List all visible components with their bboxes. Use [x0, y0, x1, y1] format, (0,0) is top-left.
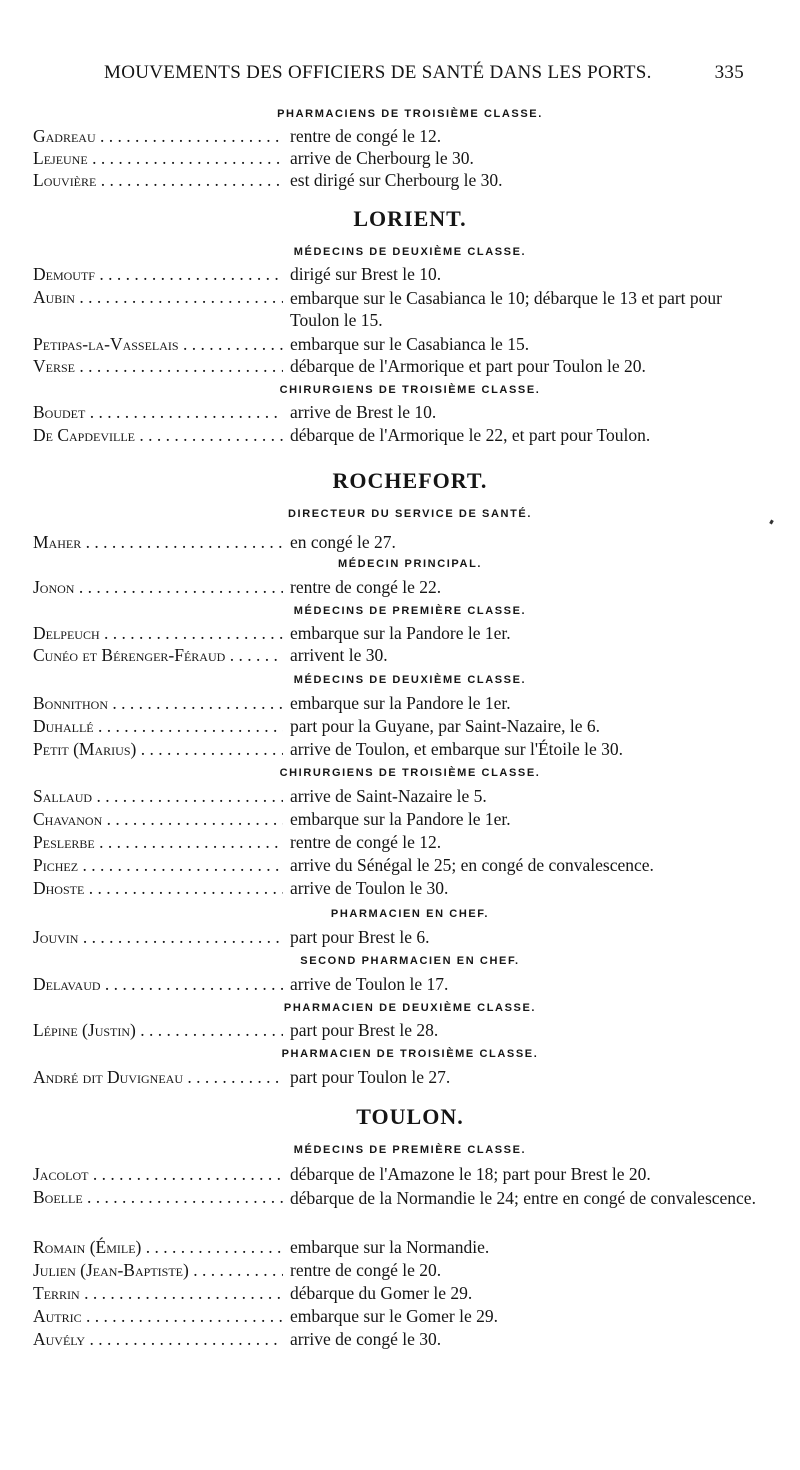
- entry-row: [0, 126, 800, 148]
- entry-row: [0, 148, 800, 170]
- entry-row: [0, 927, 800, 949]
- officer-name: Peslerbe . . .: [33, 832, 283, 853]
- movement-text: rentre de congé le 20.: [286, 1260, 770, 1281]
- movement-text: embarque sur la Pandore le 1er.: [286, 809, 770, 830]
- entry-row: [0, 402, 800, 424]
- entry-row: [0, 356, 800, 378]
- movement-text: débarque du Gomer le 29.: [286, 1283, 770, 1304]
- entry-row: [0, 425, 800, 447]
- officer-name: Lejeune . . .: [33, 148, 283, 169]
- rank-heading: SECOND PHARMACIEN EN CHEF.: [300, 955, 520, 967]
- officer-name: Duhallé . . .: [33, 716, 283, 737]
- officer-name: Lépine (Justin) . . .: [33, 1020, 283, 1041]
- movement-text: arrive de Toulon, et embarque sur l'Étoile le 30.: [286, 739, 770, 760]
- movement-text: part pour la Guyane, par Saint-Nazaire, le 6.: [286, 716, 770, 737]
- officer-name: Louvière . . .: [33, 170, 283, 191]
- officer-name: Jacolot . . .: [33, 1164, 283, 1185]
- officer-name: Aubin . . .: [33, 287, 283, 308]
- entry-row: [0, 287, 800, 331]
- entry-row: [0, 693, 800, 715]
- rank-heading: PHARMACIEN DE DEUXIÈME CLASSE.: [283, 1002, 537, 1014]
- rank-heading: MÉDECIN PRINCIPAL.: [337, 558, 483, 570]
- entry-row: [0, 855, 800, 877]
- officer-name: De Capdeville . . .: [33, 425, 283, 446]
- officer-name: Gadreau . . .: [33, 126, 283, 147]
- rank-heading: PHARMACIEN EN CHEF.: [330, 908, 490, 920]
- port-heading-toulon: TOULON.: [356, 1104, 464, 1129]
- rank-heading: MÉDECINS DE PREMIÈRE CLASSE.: [293, 605, 527, 617]
- movement-text: arrive de Toulon le 17.: [286, 974, 770, 995]
- port-heading-lorient: LORIENT.: [353, 206, 467, 231]
- officer-name: Pichez . . .: [33, 855, 283, 876]
- entry-row: [0, 1329, 800, 1351]
- movement-text: arrive de Toulon le 30.: [286, 878, 770, 899]
- movement-text: embarque sur le Gomer le 29.: [286, 1306, 770, 1327]
- officer-name: Autric . . .: [33, 1306, 283, 1327]
- officer-name: Verse . . .: [33, 356, 283, 377]
- movement-text: débarque de l'Armorique et part pour Toulon le 20.: [286, 356, 770, 377]
- entry-row: [0, 577, 800, 599]
- officer-name: Auvély . . .: [33, 1329, 283, 1350]
- officer-name: Boudet . . .: [33, 402, 283, 423]
- officer-name: Julien (Jean-Baptiste) . . .: [33, 1260, 283, 1281]
- entry-row: [0, 1306, 800, 1328]
- entry-row: [0, 264, 800, 286]
- entry-row: [0, 334, 800, 356]
- rank-heading: PHARMACIENS DE TROISIÈME CLASSE.: [277, 108, 543, 120]
- movement-text: débarque de l'Amazone le 18; part pour Brest le 20.: [286, 1164, 770, 1185]
- running-title: MOUVEMENTS DES OFFICIERS DE SANTÉ DANS LES PORTS.: [104, 62, 652, 83]
- movement-text: débarque de l'Armorique le 22, et part pour Toulon.: [286, 425, 770, 446]
- movement-text: arrivent le 30.: [286, 645, 770, 666]
- entry-row: [0, 786, 800, 808]
- officer-name: Bonnithon . . .: [33, 693, 283, 714]
- rank-heading: MÉDECINS DE DEUXIÈME CLASSE.: [293, 246, 527, 258]
- movement-text: arrive du Sénégal le 25; en congé de convalescence.: [286, 855, 770, 876]
- rank-heading: MÉDECINS DE DEUXIÈME CLASSE.: [293, 674, 527, 686]
- movement-text: dirigé sur Brest le 10.: [286, 264, 770, 285]
- movement-text: arrive de Saint-Nazaire le 5.: [286, 786, 770, 807]
- officer-name: Sallaud . . .: [33, 786, 283, 807]
- entry-row: [0, 1164, 800, 1186]
- movement-text: en congé le 27.: [286, 532, 770, 553]
- entry-row: [0, 1067, 800, 1089]
- officer-name: Delavaud . . .: [33, 974, 283, 995]
- entry-row: [0, 1260, 800, 1282]
- officer-name: Cunéo et Bérenger-Féraud . . .: [33, 645, 283, 666]
- movement-text: rentre de congé le 22.: [286, 577, 770, 598]
- officer-name: Petipas-la-Vasselais . . .: [33, 334, 283, 355]
- officer-name: Maher . . .: [33, 532, 283, 553]
- officer-name: Chavanon . . .: [33, 809, 283, 830]
- rank-heading: CHIRURGIENS DE TROISIÈME CLASSE.: [279, 384, 541, 396]
- entry-row: [0, 974, 800, 996]
- movement-text: part pour Toulon le 27.: [286, 1067, 770, 1088]
- movement-text: embarque sur la Pandore le 1er.: [286, 693, 770, 714]
- entry-row: [0, 1237, 800, 1259]
- entry-row: [0, 532, 800, 554]
- rank-heading: MÉDECINS DE PREMIÈRE CLASSE.: [293, 1144, 527, 1156]
- running-header: [104, 62, 744, 90]
- officer-name: Petit (Marius) . . .: [33, 739, 283, 760]
- movement-text: embarque sur la Pandore le 1er.: [286, 623, 770, 644]
- movement-text: est dirigé sur Cherbourg le 30.: [286, 170, 770, 191]
- entry-row: [0, 832, 800, 854]
- entry-row: [0, 623, 800, 645]
- officer-name: André dit Duvigneau . . .: [33, 1067, 283, 1088]
- entry-row: [0, 1283, 800, 1305]
- entry-row: [0, 1187, 800, 1231]
- movement-text: embarque sur la Normandie.: [286, 1237, 770, 1258]
- page-number: 335: [714, 62, 744, 83]
- entry-row: [0, 645, 800, 667]
- entry-row: [0, 809, 800, 831]
- movement-text: arrive de congé le 30.: [286, 1329, 770, 1350]
- officer-name: Demoutf . . .: [33, 264, 283, 285]
- officer-name: Dhoste . . .: [33, 878, 283, 899]
- movement-text: débarque de la Normandie le 24; entre en congé de convalescence.: [286, 1187, 770, 1209]
- movement-text: arrive de Brest le 10.: [286, 402, 770, 423]
- entry-row: [0, 716, 800, 738]
- officer-name: Boelle . . .: [33, 1187, 283, 1208]
- officer-name: Terrin . . .: [33, 1283, 283, 1304]
- port-heading-rochefort: ROCHEFORT.: [332, 468, 488, 493]
- officer-name: Jouvin . . .: [33, 927, 283, 948]
- rank-heading: CHIRURGIENS DE TROISIÈME CLASSE.: [279, 767, 541, 779]
- movement-text: arrive de Cherbourg le 30.: [286, 148, 770, 169]
- movement-text: rentre de congé le 12.: [286, 126, 770, 147]
- officer-name: Jonon . . .: [33, 577, 283, 598]
- scan-mark: [769, 520, 774, 525]
- movement-text: rentre de congé le 12.: [286, 832, 770, 853]
- entry-row: [0, 170, 800, 192]
- rank-heading: DIRECTEUR DU SERVICE DE SANTÉ.: [288, 508, 532, 520]
- rank-heading: PHARMACIEN DE TROISIÈME CLASSE.: [281, 1048, 539, 1060]
- entry-row: [0, 1020, 800, 1042]
- entry-row: [0, 739, 800, 761]
- movement-text: part pour Brest le 28.: [286, 1020, 770, 1041]
- movement-text: embarque sur le Casabianca le 15.: [286, 334, 770, 355]
- movement-text: embarque sur le Casabianca le 10; débarque le 13 et part pour Toulon le 15.: [286, 287, 770, 331]
- movement-text: part pour Brest le 6.: [286, 927, 770, 948]
- officer-name: Delpeuch . . .: [33, 623, 283, 644]
- officer-name: Romain (Émile) . . .: [33, 1237, 283, 1258]
- entry-row: [0, 878, 800, 900]
